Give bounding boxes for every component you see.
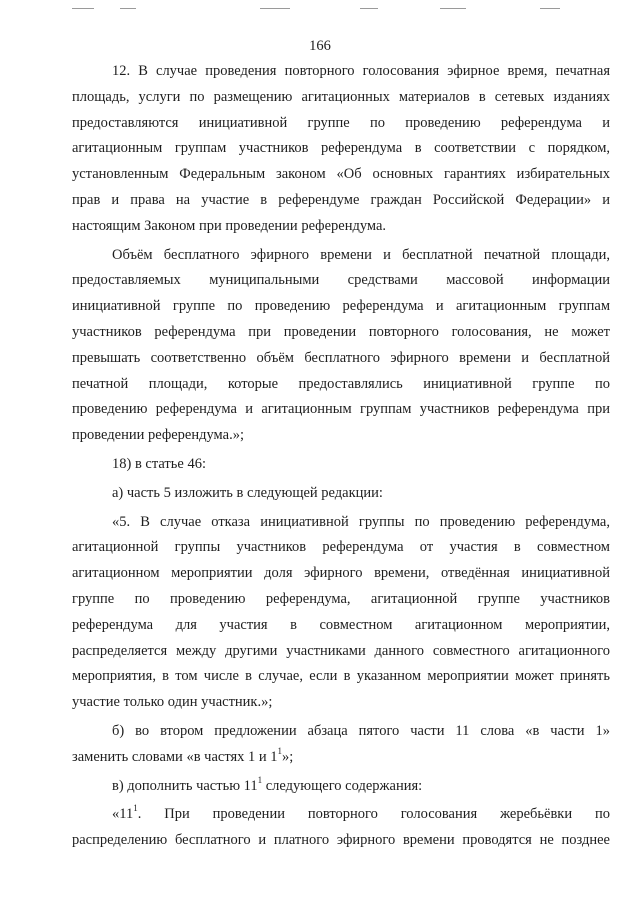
- superscript: 1: [257, 774, 263, 785]
- paragraph-line: распределению бесплатного и платного эфирного времени проводятся не позднее: [72, 832, 610, 849]
- paragraph-line: группе по проведению референдума, агитационной группе участников: [72, 590, 610, 607]
- paragraph-line: агитационной группы участников референдума от участия в совместном: [72, 539, 610, 556]
- paragraph-line: агитационным группам участников референдума в соответствии с порядком,: [72, 140, 610, 157]
- scan-artifact: [360, 8, 378, 9]
- paragraph-line: настоящим Законом при проведении референдума.: [72, 217, 387, 234]
- paragraph-line: а) часть 5 изложить в следующей редакции:: [112, 484, 383, 501]
- text-span: «11: [112, 806, 134, 823]
- paragraph-line: печатной площади, которые предоставлялись инициативной группе по: [72, 375, 610, 392]
- paragraph-line: [72, 745, 610, 771]
- document-body: [72, 59, 610, 854]
- scan-artifact: [540, 8, 560, 9]
- paragraph-line: участие только один участник.»;: [72, 694, 273, 711]
- text-span: заменить словами «в частях 1 и 1: [72, 748, 278, 765]
- paragraph-line: прав и права на участие в референдуме граждан Российской Федерации» и: [72, 191, 610, 208]
- paragraph-line: распределяется между другими участниками данного совместного агитационного: [72, 642, 610, 659]
- paragraph-line: проведении референдума.»;: [72, 427, 244, 444]
- paragraph-line: предоставляемых муниципальными средствами массовой информации: [72, 272, 610, 289]
- paragraph-line: мероприятия, в том числе в случае, если в указанном мероприятии может принять: [72, 668, 610, 685]
- paragraph-line: Объём бесплатного эфирного времени и бесплатной печатной площади,: [112, 246, 610, 263]
- paragraph-line: референдума для участия в совместном агитационном мероприятии,: [72, 616, 610, 633]
- superscript: 1: [133, 803, 138, 814]
- paragraph-line: 18) в статье 46:: [112, 455, 206, 472]
- paragraph-line: инициативной группе по проведению референдума и агитационным группам: [72, 298, 610, 315]
- paragraph-line: превышать соответственно объём бесплатного эфирного времени и бесплатной: [72, 349, 610, 366]
- paragraph-line: [72, 774, 610, 800]
- scan-artifact: [260, 8, 290, 9]
- superscript: 1: [277, 745, 283, 756]
- paragraph-line: проведению референдума и агитационным группам участников референдума при: [72, 401, 610, 418]
- text-span: . При проведении повторного голосования жеребьёвки по: [137, 806, 610, 823]
- text-span: в) дополнить частью 11: [112, 777, 258, 794]
- paragraph-line: агитационном мероприятии доля эфирного времени, отведённая инициативной: [72, 565, 610, 582]
- paragraph-line: установленным Федеральным законом «Об основных гарантиях избирательных: [72, 166, 610, 183]
- paragraph-line: 12. В случае проведения повторного голосования эфирное время, печатная: [112, 63, 610, 79]
- page-number: 166: [309, 38, 331, 54]
- scan-artifact: [440, 8, 466, 9]
- paragraph-line: б) во втором предложении абзаца пятого части 11 слова «в части 1»: [112, 722, 610, 739]
- paragraph-line: участников референдума при проведении повторного голосования, не может: [72, 323, 610, 340]
- text-span: следующего содержания:: [262, 777, 423, 794]
- paragraph-line: предоставляются инициативной группе по проведению референдума и: [72, 114, 610, 131]
- paragraph-line: площадь, услуги по размещению агитационных материалов в сетевых изданиях: [72, 88, 610, 105]
- text-span: »;: [282, 748, 294, 765]
- scan-artifact: [120, 8, 136, 9]
- scan-artifact: [72, 8, 94, 9]
- paragraph-line: «5. В случае отказа инициативной группы по проведению референдума,: [112, 513, 610, 530]
- paragraph-line: [72, 802, 610, 828]
